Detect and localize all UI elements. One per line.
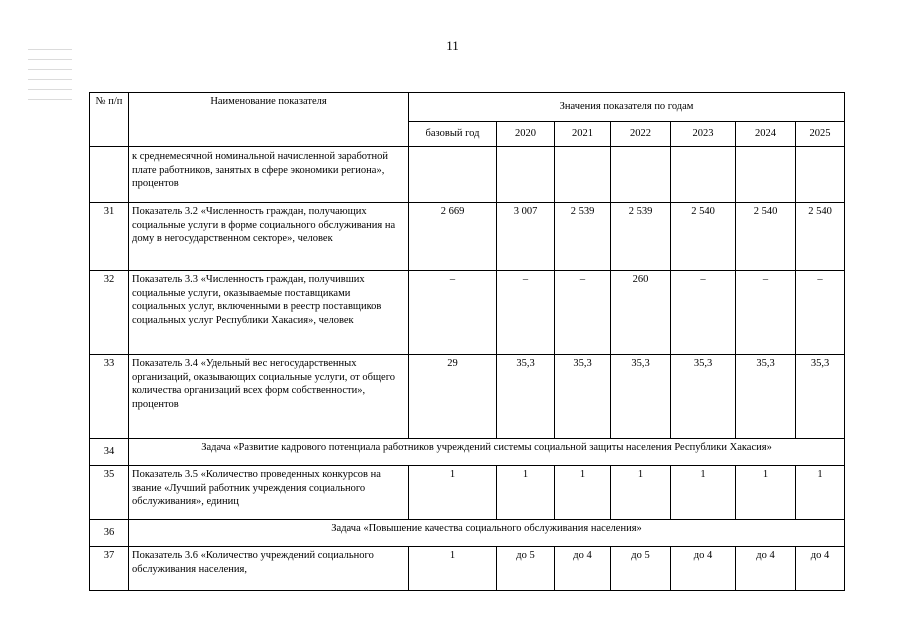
header-year: 2020 [497, 122, 555, 147]
row-name: Показатель 3.4 «Удельный вес негосударственных организаций, оказывающих социальные услуги, от общего количества организаций всех форм собственности», процентов [129, 355, 409, 439]
row-value: 1 [555, 466, 611, 520]
table-row [90, 271, 845, 355]
row-value: 35,3 [796, 355, 845, 439]
row-value: – [736, 271, 796, 355]
row-value: 1 [611, 466, 671, 520]
row-value: 1 [736, 466, 796, 520]
table-row [90, 466, 845, 520]
row-name: Показатель 3.5 «Количество проведенных конкурсов на звание «Лучший работник учреждения социального обслуживания», единиц [129, 466, 409, 520]
task-row [90, 439, 845, 466]
row-value: 3 007 [497, 203, 555, 271]
row-value: до 4 [555, 547, 611, 591]
row-value: до 4 [671, 547, 736, 591]
row-value: – [796, 271, 845, 355]
row-value [671, 147, 736, 203]
row-value: 1 [796, 466, 845, 520]
row-value: – [497, 271, 555, 355]
row-value: 1 [671, 466, 736, 520]
row-name: Показатель 3.6 «Количество учреждений социального обслуживания населения, [129, 547, 409, 591]
row-value [497, 147, 555, 203]
header-year: 2023 [671, 122, 736, 147]
table-row [90, 147, 845, 203]
header-row [90, 93, 845, 122]
row-num: 34 [90, 439, 129, 466]
row-value: 2 669 [409, 203, 497, 271]
header-name: Наименование показателя [129, 93, 409, 147]
row-value: 2 540 [796, 203, 845, 271]
row-value: 2 540 [736, 203, 796, 271]
row-value: 2 539 [555, 203, 611, 271]
row-value: 35,3 [611, 355, 671, 439]
row-value [796, 147, 845, 203]
row-num: 31 [90, 203, 129, 271]
table-row [90, 203, 845, 271]
indicators-table [89, 92, 845, 591]
header-year: 2024 [736, 122, 796, 147]
row-value: 35,3 [497, 355, 555, 439]
row-value: 2 540 [671, 203, 736, 271]
row-num: 35 [90, 466, 129, 520]
row-value: до 4 [796, 547, 845, 591]
row-num [90, 147, 129, 203]
row-name: к среднемесячной номинальной начисленной заработной плате работников, занятых в сфере экономики региона», процентов [129, 147, 409, 203]
row-value: 260 [611, 271, 671, 355]
row-value: 35,3 [736, 355, 796, 439]
scan-artifact [28, 40, 72, 160]
row-value: – [555, 271, 611, 355]
row-name: Показатель 3.2 «Численность граждан, получающих социальные услуги в форме социального обслуживания на дому в негосударственном секторе», человек [129, 203, 409, 271]
row-value [409, 147, 497, 203]
header-num: № п/п [90, 93, 129, 147]
row-value: до 5 [497, 547, 555, 591]
row-num: 36 [90, 520, 129, 547]
row-value: до 5 [611, 547, 671, 591]
header-year: 2022 [611, 122, 671, 147]
row-value: 2 539 [611, 203, 671, 271]
row-value: до 4 [736, 547, 796, 591]
header-year: базовый год [409, 122, 497, 147]
table-row [90, 547, 845, 591]
header-year: 2021 [555, 122, 611, 147]
row-value [736, 147, 796, 203]
row-num: 33 [90, 355, 129, 439]
page-number: 11 [446, 38, 459, 53]
task-row [90, 520, 845, 547]
row-value [555, 147, 611, 203]
row-num: 32 [90, 271, 129, 355]
row-value [611, 147, 671, 203]
table-row [90, 355, 845, 439]
row-value: 29 [409, 355, 497, 439]
row-num: 37 [90, 547, 129, 591]
row-value: 1 [409, 466, 497, 520]
row-value: 35,3 [555, 355, 611, 439]
task-title: Задача «Развитие кадрового потенциала работников учреждений системы социальной защиты населения Республики Хакасия» [129, 439, 845, 466]
header-values: Значения показателя по годам [409, 93, 845, 122]
row-value: 1 [497, 466, 555, 520]
row-value: 35,3 [671, 355, 736, 439]
row-name: Показатель 3.3 «Численность граждан, получивших социальные услуги, оказываемые поставщиками социальных услуг, включенными в реестр поставщиков социальных услуг Республики Хакасия», человек [129, 271, 409, 355]
row-value: – [671, 271, 736, 355]
row-value: 1 [409, 547, 497, 591]
task-title: Задача «Повышение качества социального обслуживания населения» [129, 520, 845, 547]
row-value: – [409, 271, 497, 355]
header-year: 2025 [796, 122, 845, 147]
